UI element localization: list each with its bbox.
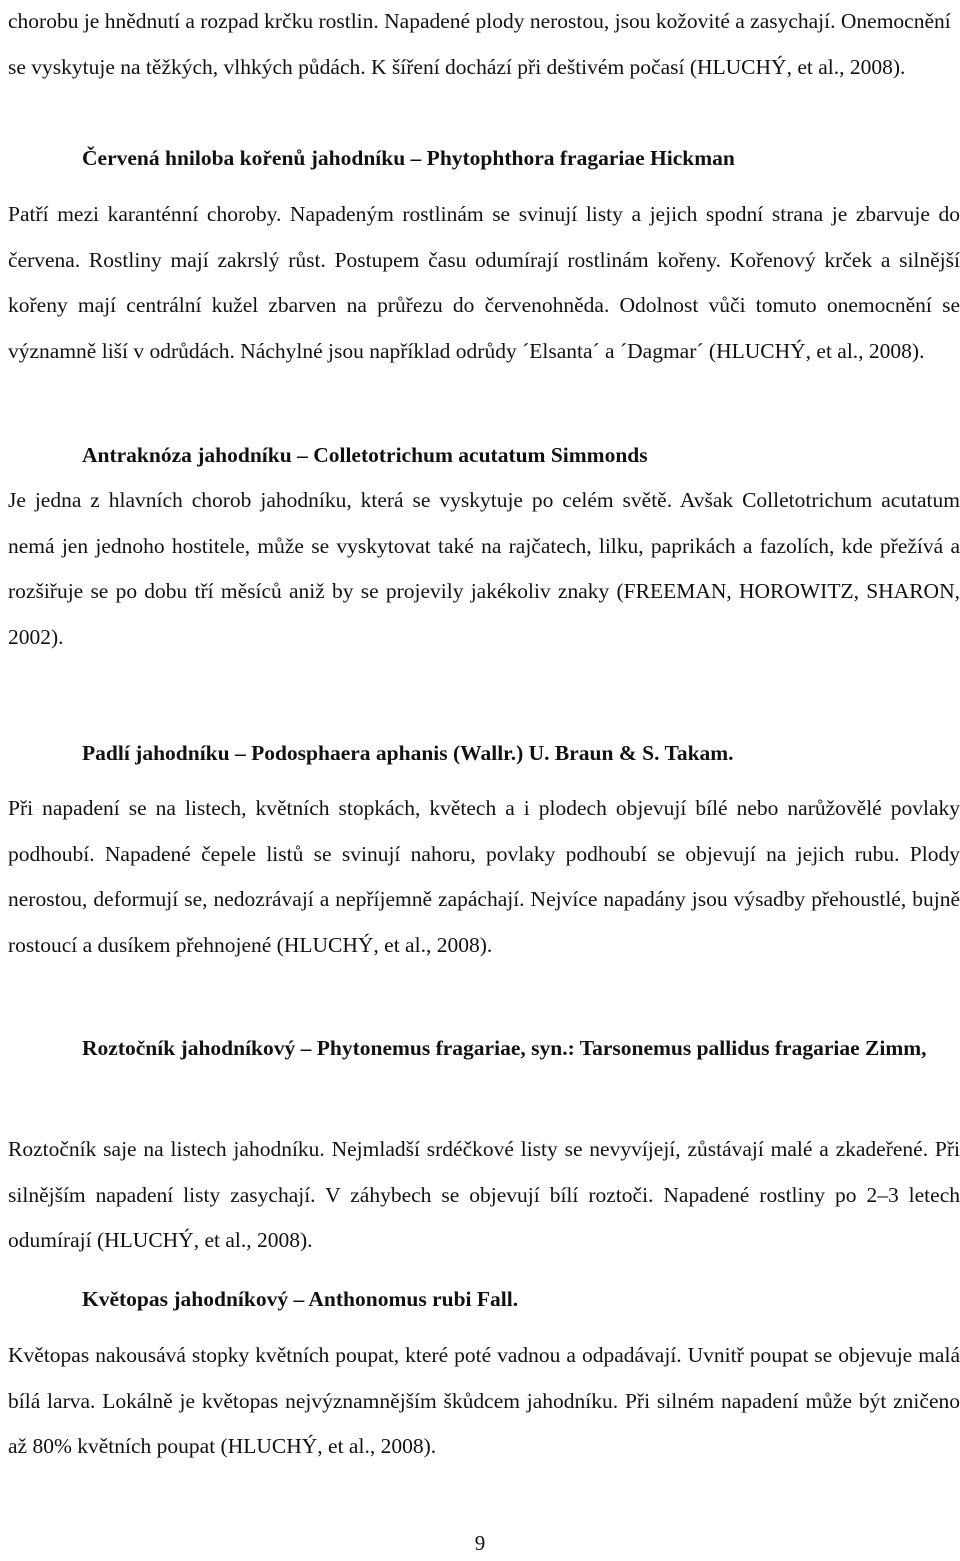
body-paragraph: Květopas nakousává stopky květních poupat, které poté vadnou a odpadávají. Uvnitř poupat se objevuje malá bílá larva. Lokálně je květopas nejvýznamnějším škůdcem jahodníku. Při silném napadení může být zničeno až 80% květních poupat (HLUCHÝ, et al., 2008).	[8, 1343, 960, 1458]
document-page	[8, 0, 960, 1561]
section-phytophthora-body	[8, 192, 960, 374]
section-heading-text: Roztočník jahodníkový – Phytonemus fragariae, syn.: Tarsonemus pallidus fragariae Zimm,	[82, 1036, 927, 1060]
section-antraknoza	[8, 433, 960, 479]
section-heading: Antraknóza jahodníku – Colletotrichum acutatum Simmonds	[82, 443, 648, 467]
section-roztocnik-body	[8, 1127, 960, 1264]
section-roztocnik	[8, 1026, 960, 1072]
section-kvetopas	[8, 1277, 960, 1323]
body-paragraph: Je jedna z hlavních chorob jahodníku, která se vyskytuje po celém světě. Avšak Colletotrichum acutatum nemá jen jednoho hostitele, může se vyskytovat také na rajčatech, lilku, paprikách a fazolích, kde přežívá a rozšiřuje se po dobu tří měsíců aniž by se projevily jakékoliv znaky (FREEMAN, HOROWITZ, SHARON, 2002).	[8, 488, 960, 649]
section-antraknoza-body	[8, 478, 960, 660]
section-kvetopas-body	[8, 1333, 960, 1470]
section-padli-body	[8, 786, 960, 968]
page-number: 9	[474, 1531, 486, 1555]
section-heading: Květopas jahodníkový – Anthonomus rubi Fall.	[82, 1287, 519, 1311]
section-heading: Padlí jahodníku – Podosphaera aphanis (Wallr.) U. Braun & S. Takam.	[82, 741, 734, 765]
section-phytophthora	[8, 136, 960, 182]
paragraph-continuation	[8, 0, 960, 90]
body-paragraph: Při napadení se na listech, květních stopkách, květech a i plodech objevují bílé nebo narůžovělé povlaky podhoubí. Napadené čepele listů se svinují nahoru, povlaky podhoubí se objevují na jejich rubu. Plody nerostou, deformují se, nedozrávají a nepříjemně zapáchají. Nejvíce napadány jsou výsadby přehoustlé, bujně rostoucí a dusíkem přehnojené (HLUCHÝ, et al., 2008).	[8, 796, 960, 957]
section-heading	[8, 1026, 960, 1072]
section-heading: Červená hniloba kořenů jahodníku – Phytophthora fragariae Hickman	[82, 146, 735, 170]
section-padli	[8, 731, 960, 777]
body-paragraph: Patří mezi karanténní choroby. Napadeným rostlinám se svinují listy a jejich spodní strana je zbarvuje do červena. Rostliny mají zakrslý růst. Postupem času odumírají rostlinám kořeny. Kořenový krček a silnější kořeny mají centrální kužel zbarven na průřezu do červenohněda. Odolnost vůči tomuto onemocnění se významně liší v odrůdách. Náchylné jsou například odrůdy ´Elsanta´ a ´Dagmar´ (HLUCHÝ, et al., 2008).	[8, 202, 960, 363]
body-paragraph: chorobu je hnědnutí a rozpad krčku rostlin. Napadené plody nerostou, jsou kožovité a zasychají. Onemocnění se vyskytuje na těžkých, vlhkých půdách. K šíření dochází při deštivém počasí (HLUCHÝ, et al., 2008).	[8, 9, 951, 79]
body-paragraph: Roztočník saje na listech jahodníku. Nejmladší srdéčkové listy se nevyvíjejí, zůstávají malé a zkadeřené. Při silnějším napadení listy zasychají. V záhybech se objevují bílí roztoči. Napadené rostliny po 2–3 letech odumírají (HLUCHÝ, et al., 2008).	[8, 1137, 960, 1252]
